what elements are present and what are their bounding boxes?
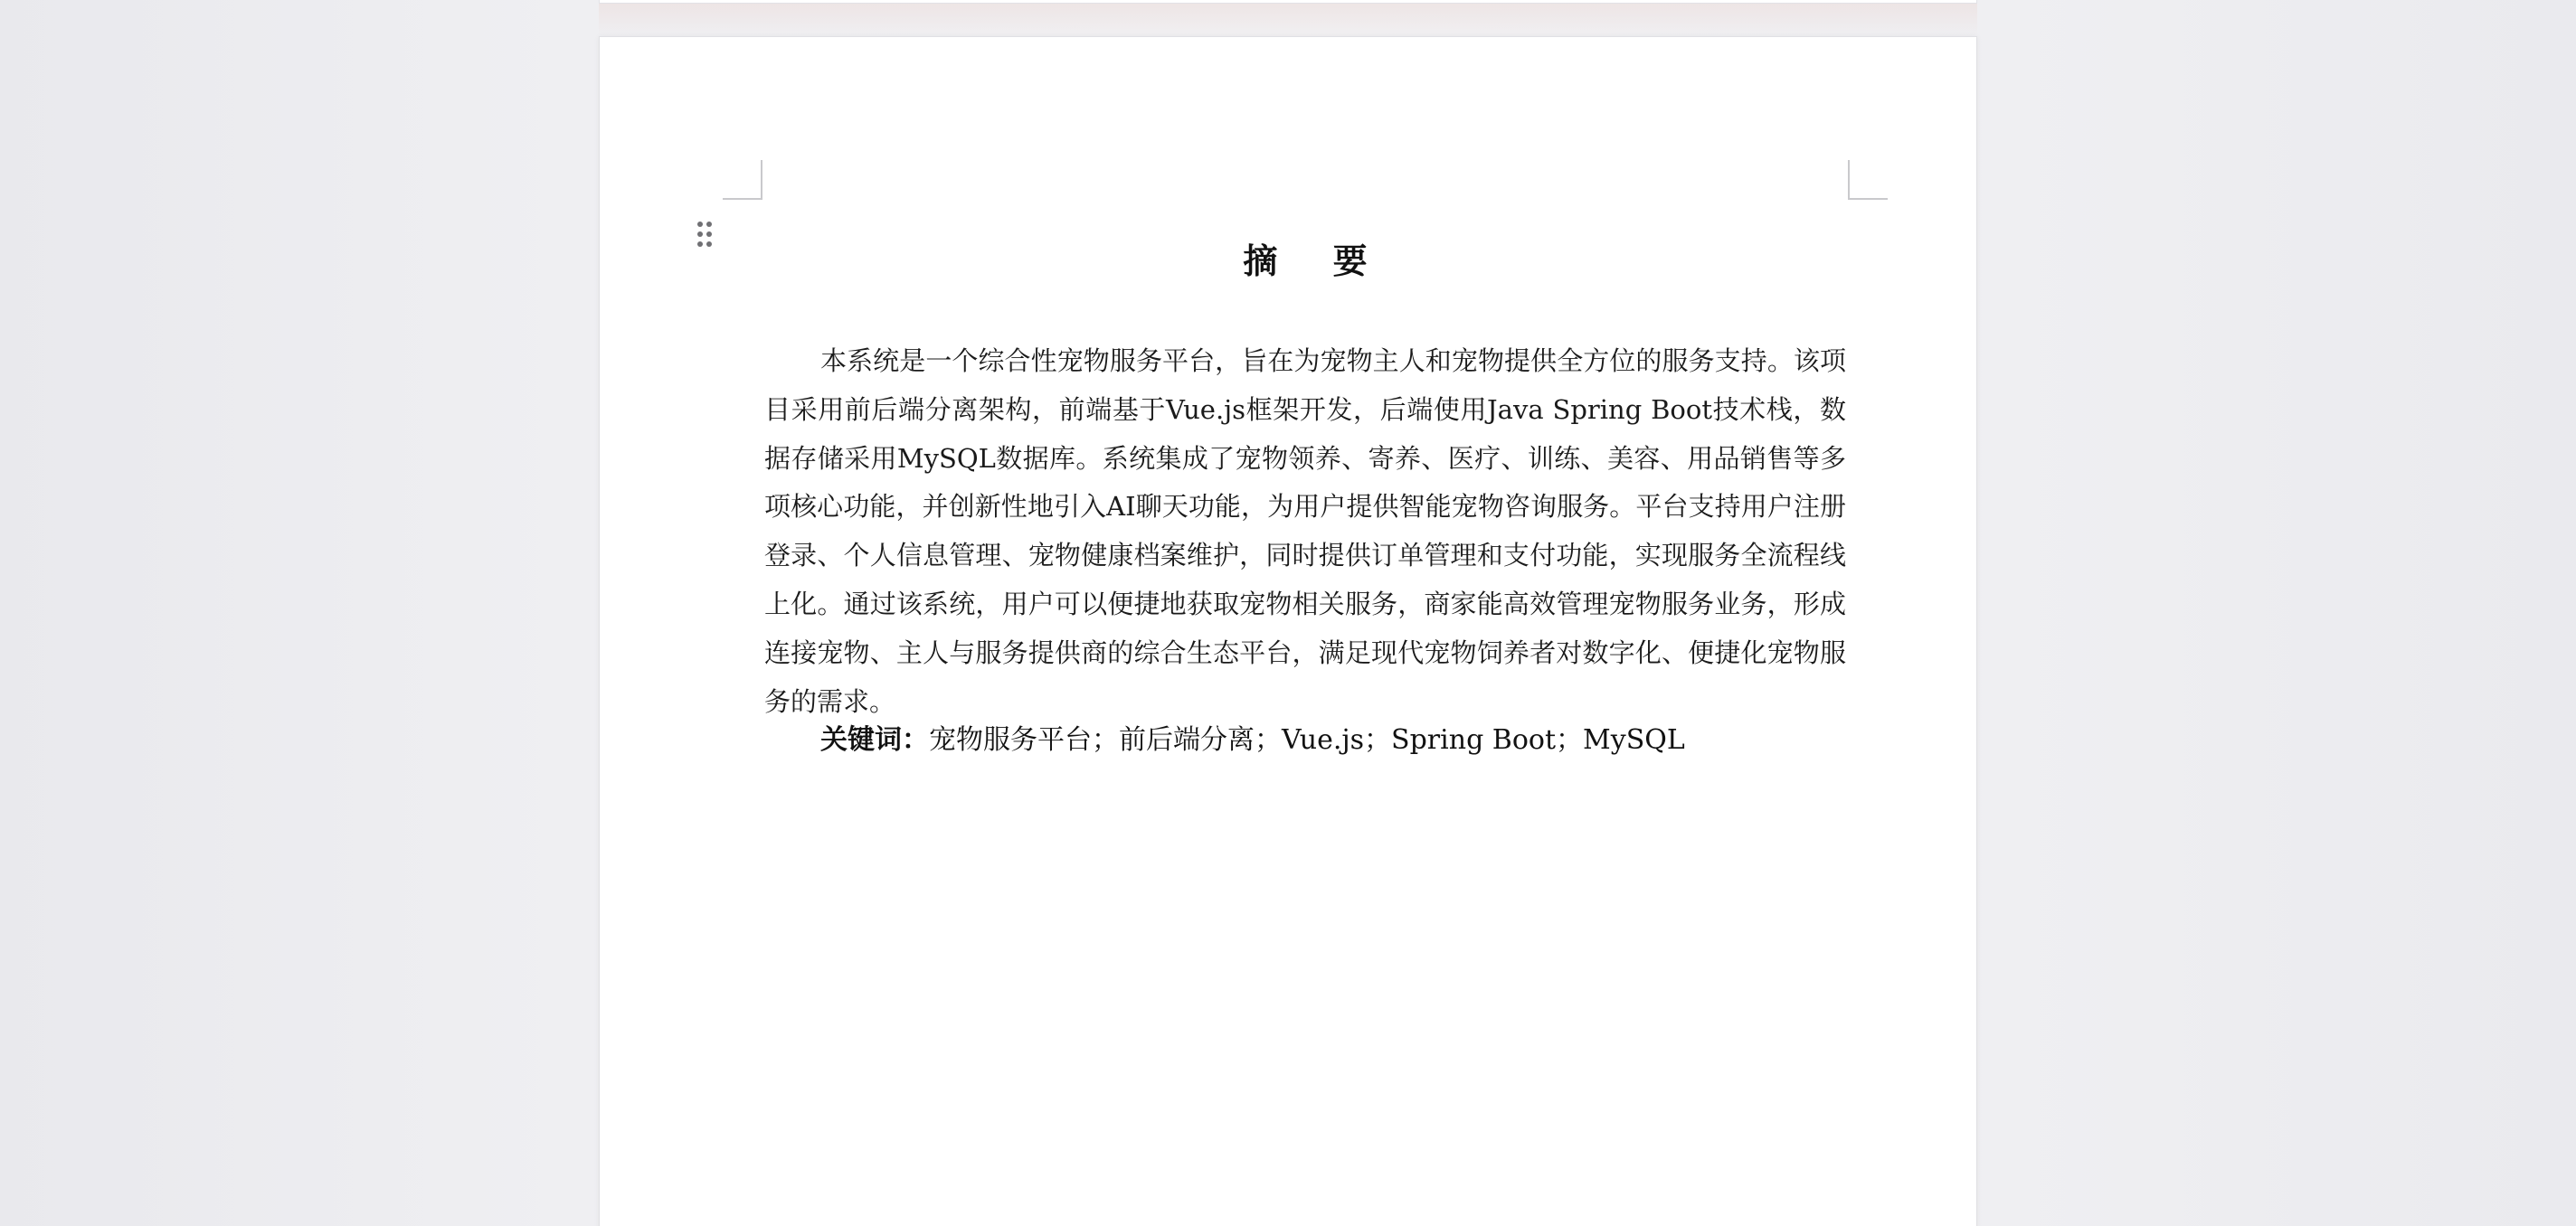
top-left-margin-marker	[723, 160, 762, 200]
top-right-margin-marker	[1848, 160, 1888, 200]
keywords-line[interactable]	[764, 721, 1846, 760]
document-page[interactable]	[599, 36, 1977, 1226]
previous-page	[599, 0, 1977, 4]
keywords-value: 宠物服务平台；前后端分离；Vue.js；Spring Boot；MySQL	[929, 724, 1685, 756]
previous-page-shadow	[599, 4, 1977, 36]
drag-handle-icon[interactable]	[696, 220, 717, 256]
keywords-label: 关键词：	[820, 724, 929, 756]
page-title[interactable]: 摘 要	[1243, 240, 1389, 281]
abstract-paragraph[interactable]: 本系统是一个综合性宠物服务平台，旨在为宠物主人和宠物提供全方位的服务支持。该项目采用前后端分离架构，前端基于Vue.js框架开发，后端使用Java Spring Boot技术栈，数据存储采用MySQL数据库。系统集成了宠物领养、寄养、医疗、训练、美容、用品销售等多项核心功能，并创新性地引入AI聊天功能，为用户提供智能宠物咨询服务。平台支持用户注册登录、个人信息管理、宠物健康档案维护，同时提供订单管理和支付功能，实现服务全流程线上化。通过该系统，用户可以便捷地获取宠物相关服务，商家能高效管理宠物服务业务，形成连接宠物、主人与服务提供商的综合生态平台，满足现代宠物饲养者对数字化、便捷化宠物服务的需求。	[764, 345, 1846, 717]
